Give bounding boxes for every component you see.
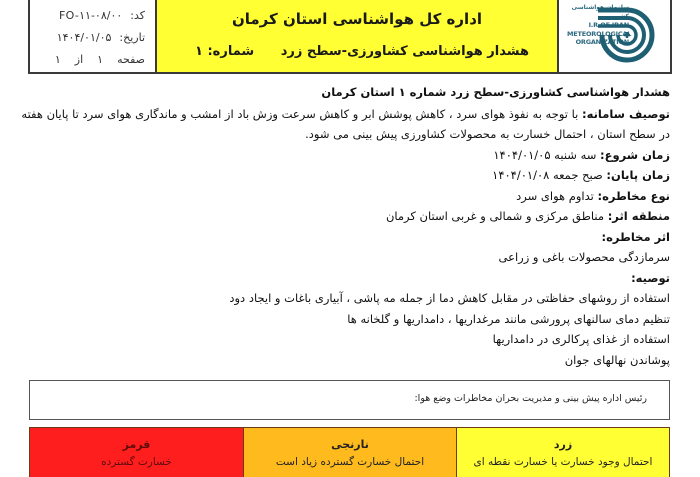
end-time-label: زمان پایان:: [606, 168, 670, 182]
description-label: توصیف سامانه:: [582, 106, 670, 121]
affected-area-label: منطقه اثر:: [607, 209, 670, 223]
legend-red-title: قرمز: [122, 438, 151, 451]
code-row: [36, 4, 145, 26]
date-row: [36, 26, 145, 48]
date-value: ۱۴۰۴/۰۱/۰۵: [56, 30, 112, 44]
legend-yellow-desc: احتمال وجود خسارت یا خسارت نقطه ای: [473, 456, 653, 468]
signature-box: [29, 380, 670, 420]
logo-en-line2: METEOROLOGICAL: [567, 29, 632, 38]
header-meta-box: [30, 0, 157, 72]
legend-orange: [244, 428, 457, 477]
meteorology-spiral-icon: [594, 2, 660, 68]
header-subtitle-row: [157, 44, 557, 59]
legend-orange-desc: احتمال خسارت گسترده زیاد است: [275, 456, 425, 468]
affected-area-value: مناطق مرکزی و شمالی و غربی استان کرمان: [385, 209, 608, 223]
logo-en-line3: ORGANIZATION: [575, 38, 629, 46]
hazard-impact-label-row: [30, 227, 670, 248]
organization-logo: [559, 0, 670, 72]
warning-number: شماره: ۱: [195, 44, 255, 59]
advice-item: استفاده از روشهای حفاظتی در مقابل کاهش دما از جمله مه پاشی ، آبیاری باغات و ایجاد دود: [229, 291, 670, 305]
code-value: FO-۱۱-۰۸/۰۰: [58, 8, 123, 22]
page-current: ۱: [97, 52, 104, 66]
page-of: از: [74, 52, 84, 66]
code-label: کد:: [130, 8, 145, 22]
advice-label: توصیه:: [631, 270, 670, 285]
description-text-1: با توجه به نفوذ هوای سرد ، کاهش پوشش ابر و کاهش سرعت وزش باد از امشب و ماندگاری هوای سرد تا پایان هفته: [21, 106, 582, 121]
legend-orange-title: نارنجی: [331, 438, 369, 451]
legend-yellow-title: زرد: [553, 438, 573, 451]
document-header: [28, 0, 672, 74]
date-label: تاریخ:: [119, 30, 145, 44]
legend-yellow: [457, 428, 669, 477]
end-time-row: [30, 165, 670, 186]
start-time-row: [30, 145, 670, 166]
start-time-label: زمان شروع:: [600, 147, 670, 162]
advice-item: استفاده از غذای پرکالری در دامداریها: [492, 332, 670, 346]
page-row: [36, 48, 145, 70]
logo-fa-text: سازمان هواشناسی کشور: [571, 4, 629, 20]
hazard-type-value: تداوم هوای سرد: [516, 188, 598, 203]
hazard-impact-label: اثر مخاطره:: [601, 229, 670, 244]
hazard-type-row: [30, 186, 670, 207]
description-line-1: [21, 104, 670, 125]
advice-label-row: [30, 268, 670, 289]
legend-red-desc: خسارت گسترده: [101, 456, 172, 468]
description-line-2: در سطح استان ، احتمال خسارت به محصولات کشاورزی پیش بینی می شود.: [305, 127, 670, 141]
hazard-type-label: نوع مخاطره:: [597, 188, 670, 203]
logo-en-line1: I.R.OF IRAN: [588, 21, 629, 29]
page-label: صفحه: [117, 52, 145, 66]
end-time-value: صبح جمعه ۱۴۰۴/۰۱/۰۸: [492, 168, 607, 182]
legend-red: [30, 428, 244, 477]
severity-legend: [29, 427, 670, 477]
warning-heading: هشدار هواشناسی کشاورزی-سطح زرد شماره ۱ استان کرمان: [321, 85, 670, 99]
advice-item: پوشاندن نهالهای جوان: [564, 352, 670, 367]
hazard-impact-value: سرمازدگی محصولات باغی و زراعی: [498, 250, 670, 264]
page-title: اداره کل هواشناسی استان کرمان: [231, 10, 483, 28]
advice-item: تنظیم دمای سالنهای پرورشی مانند مرغداریها ، دامداریها و گلخانه ها: [347, 311, 670, 326]
start-time-value: سه شنبه ۱۴۰۴/۰۱/۰۵: [493, 147, 601, 162]
header-title-box: [157, 0, 559, 72]
warning-subtitle: هشدار هواشناسی کشاورزی-سطح زرد: [280, 44, 529, 59]
warning-body: [21, 82, 670, 370]
signature-label: رئیس اداره پیش بینی و مدیریت بحران مخاطرات وضع هوا:: [414, 393, 647, 404]
affected-area-row: [30, 206, 670, 227]
page-total: ۱: [54, 52, 61, 66]
